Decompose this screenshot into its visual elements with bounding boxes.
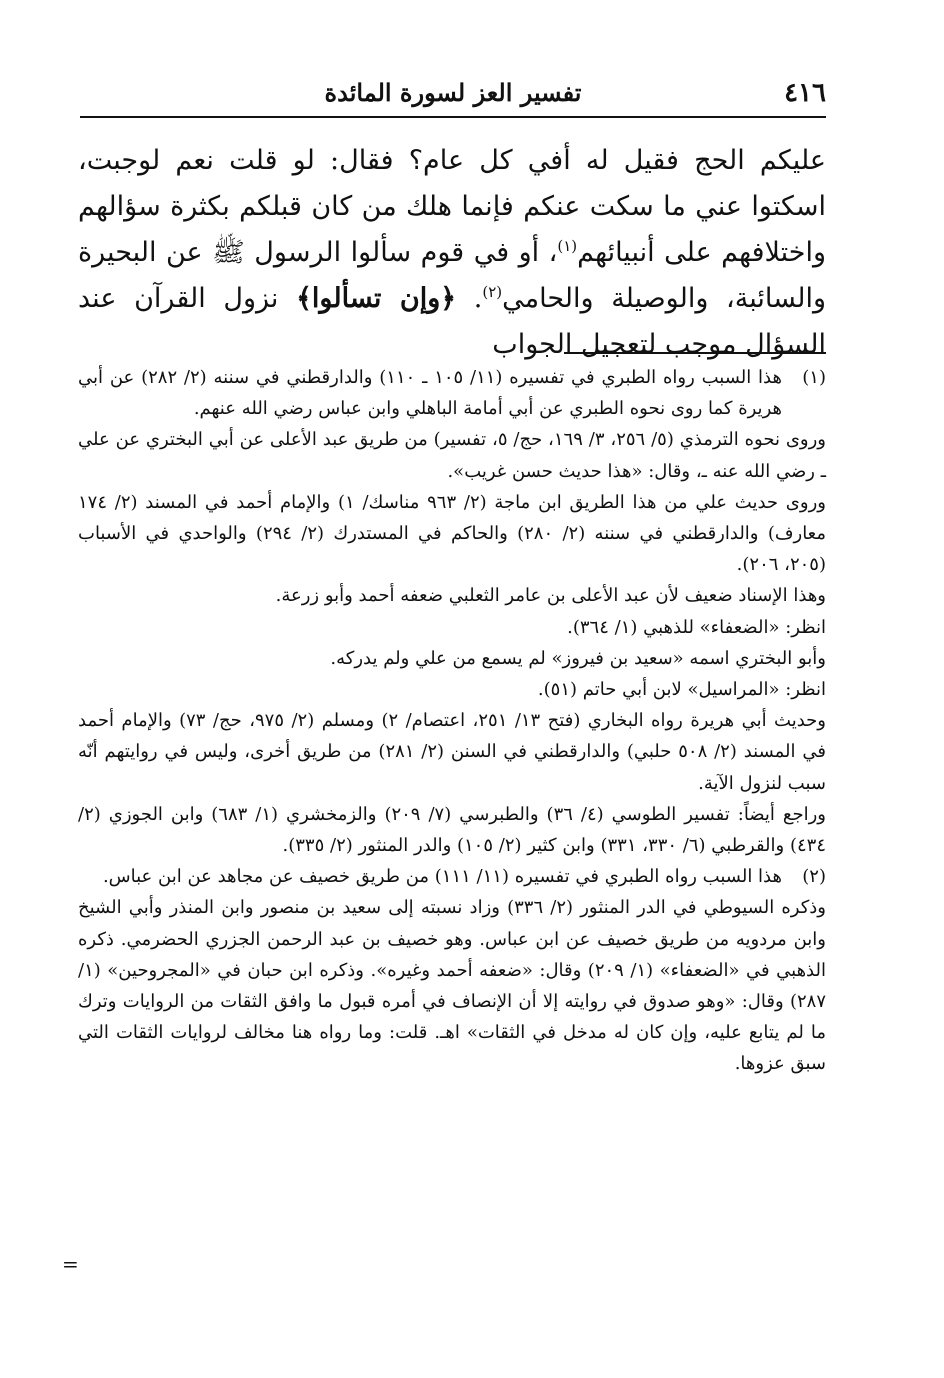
main-text xyxy=(78,138,826,368)
footnote-paragraph: وروى نحوه الترمذي (٥/ ٢٥٦، ٣/ ١٦٩، حج/ ٥، تفسير) من طريق عبد الأعلى عن أبي البختري عن علي ـ رضي الله عنه ـ، وقال: «هذا حديث حسن غريب». xyxy=(78,429,826,482)
footnote-number: (٢) xyxy=(802,866,826,888)
running-title: تفسير العز لسورة المائدة xyxy=(324,78,582,107)
main-paragraph xyxy=(78,138,826,368)
quran-verse: ﴿وإن تسألوا﴾ xyxy=(296,283,457,314)
footnote-1 xyxy=(78,362,826,861)
footnote-paragraph: وراجع أيضاً: تفسير الطوسي (٤/ ٣٦) والطبرسي (٧/ ٢٠٩) والزمخشري (١/ ٦٨٣) وابن الجوزي (٢/ ٤٣٤) والقرطبي (٦/ ٣٣٠، ٣٣١) وابن كثير (٢/ ١٠٥) والدر المنثور (٢/ ٣٣٥). xyxy=(78,803,826,857)
footnote-2 xyxy=(78,861,826,1079)
footnote-ref-1: (١) xyxy=(557,237,578,255)
footnote-paragraph: هذا السبب رواه الطبري في تفسيره (١١/ ١١١) من طريق خصيف عن مجاهد عن ابن عباس. xyxy=(102,866,782,888)
footnote-paragraph: انظر: «المراسيل» لابن أبي حاتم (٥١). xyxy=(537,679,826,701)
footnote-number: (١) xyxy=(802,367,826,388)
footnote-separator xyxy=(564,352,826,354)
footnote-paragraph: وأبو البختري اسمه «سعيد بن فيروز» لم يسمع من علي ولم يدركه. xyxy=(330,647,826,669)
footnote-paragraph: وحديث أبي هريرة رواه البخاري (فتح ١٣/ ٢٥١، اعتصام/ ٢) ومسلم (٢/ ٩٧٥، حج/ ٧٣) والإمام أحمد في المسند (٢/ ٥٠٨ حلبي) والدارقطني في السنن (٢/ ٢٨١) من طريق أخرى، وليس في روايتهم أنّه سبب لنزول الآية. xyxy=(78,710,826,794)
footnote-paragraph: انظر: «الضعفاء» للذهبي (١/ ٣٦٤). xyxy=(567,616,826,638)
footnotes xyxy=(78,362,826,1080)
footnote-paragraph: هذا السبب رواه الطبري في تفسيره (١١/ ١٠٥ ـ ١١٠) والدارقطني في سننه (٢/ ٢٨٢) عن أبي هريرة كما روى نحوه الطبري عن أبي أمامة الباهلي وابن عباس رضي الله عنهم. xyxy=(78,367,782,420)
footnote-paragraph: وذكره السيوطي في الدر المنثور (٢/ ٣٣٦) وزاد نسبته إلى سعيد بن منصور وابن المنذر وأبي الشيخ وابن مردويه من طريق خصيف عن ابن عباس. وهو خصيف بن عبد الرحمن الجزري الحضرمي. ذكره الذهبي في «الضعفاء» (١/ ٢٠٩) وقال: «ضعفه أحمد وغيره». وذكره ابن حبان في «المجروحين» (١/ ٢٨٧) وقال: «وهو صدوق في روايته إلا أن الإنصاف في أمره قبول ما وافق الثقات من الروايات وترك ما لم يتابع عليه، وإن كان له مدخل في الثقات» اهـ. قلت: وما رواه هنا مخالف لروايات الثقات التي سبق عزوها. xyxy=(78,897,826,1075)
page-header xyxy=(80,72,826,118)
main-text-part-2: ، أو في قوم سألوا الرسول ﷺ عن البحيرة والسائبة، والوصيلة والحامي xyxy=(78,237,826,314)
main-text-part-4: نزول القرآن عند السؤال موجب لتعجيل الجواب xyxy=(78,283,826,360)
footnote-paragraph: وهذا الإسناد ضعيف لأن عبد الأعلى بن عامر الثعلبي ضعفه أحمد وأبو زرعة. xyxy=(275,585,826,607)
continuation-mark: = xyxy=(62,1252,79,1276)
main-text-part-1: عليكم الحج فقيل له أفي كل عام؟ فقال: لو قلت نعم لوجبت، اسكتوا عني ما سكت عنكم فإنما هلك من كان قبلكم بكثرة سؤالهم واختلافهم على أنبيائهم xyxy=(78,145,826,268)
main-text-part-3: . xyxy=(456,283,483,314)
footnote-paragraph: وروى حديث علي من هذا الطريق ابن ماجة (٢/ ٩٦٣ مناسك/ ١) والإمام أحمد في المسند (٢/ ١٧٤ معارف) والدارقطني في سننه (٢/ ٢٨٠) والحاكم في المستدرك (٢/ ٢٩٤) والواحدي في الأسباب (٢٠٥، ٢٠٦). xyxy=(78,491,826,576)
page-number: ٤١٦ xyxy=(784,78,826,108)
footnote-ref-2: (٢) xyxy=(482,283,503,301)
